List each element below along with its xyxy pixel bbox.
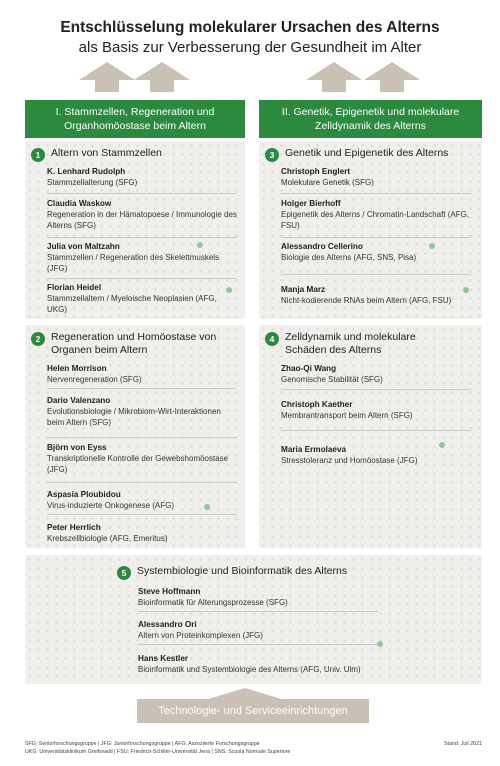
decorative-dot [204, 504, 210, 510]
person-description: Krebszellbiologie (AFG, Emeritus) [47, 534, 168, 543]
section-4-header [265, 331, 455, 357]
divider [281, 274, 471, 275]
person-name: Julia von Maltzahn [47, 242, 120, 251]
section-number-badge: 2 [31, 332, 45, 346]
person-entry [138, 619, 438, 641]
section-2-panel [25, 325, 245, 548]
column-header-right: II. Genetik, Epigenetik und molekulare Zelldynamik des Alterns [259, 100, 482, 138]
section-1-header [31, 147, 162, 162]
person-entry [47, 241, 237, 274]
person-description: Molekulare Genetik (SFG) [281, 178, 374, 187]
person-entry [138, 653, 458, 675]
section-number-badge: 1 [31, 148, 45, 162]
person-description: Membrantransport beim Altern (SFG) [281, 411, 413, 420]
arrow-up-icon [306, 62, 362, 92]
arrow-up-icon [364, 62, 420, 92]
person-description: Bioinformatik und Systembiologie des Alterns (AFG, Univ. Ulm) [138, 665, 361, 674]
decorative-dot [377, 641, 383, 647]
section-title: Genetik und Epigenetik des Alterns [285, 147, 449, 159]
person-name: Claudia Waskow [47, 199, 112, 208]
person-description: Bioinformatik für Alterungsprozesse (SFG) [138, 598, 288, 607]
decorative-dot [463, 287, 469, 293]
person-description: Stammzellaltern / Myeloische Neoplasien (AFG, UKG) [47, 294, 217, 314]
person-entry [47, 282, 237, 315]
section-2-header [31, 331, 245, 357]
tech-service-box: Technologie- und Serviceeinrichtungen [137, 699, 369, 723]
person-name: Maria Ermolaeva [281, 445, 347, 454]
footer-legend [25, 740, 290, 756]
person-description: Nicht-kodierende RNAs beim Altern (AFG, FSU) [281, 296, 452, 305]
person-entry [47, 363, 237, 385]
section-3-header [265, 147, 448, 162]
person-name: Alessandro Ori [138, 620, 197, 629]
column-header-left: I. Stammzellen, Regeneration und Organhomöostase beim Altern [25, 100, 245, 138]
footer-line-2: UKG: Universitätsklinikum Greifswald | FSU: Friedrich-Schiller-Universität Jena | SNS: Scuola Normale Superiore [25, 749, 291, 755]
person-entry [281, 444, 476, 466]
person-entry [47, 166, 237, 188]
divider [138, 644, 378, 645]
page-title [0, 18, 500, 58]
section-4-panel [259, 325, 482, 548]
title-line-2: als Basis zur Verbesserung der Gesundheit im Alter [78, 39, 422, 56]
section-title: Regeneration und Homöostase von Organen beim Altern [51, 331, 217, 356]
section-number-badge: 3 [265, 148, 279, 162]
section-3-panel [259, 141, 482, 319]
person-name: Christoph Englert [281, 167, 351, 176]
arrow-up-icon [134, 62, 190, 92]
person-entry [281, 198, 476, 231]
divider [47, 278, 237, 279]
person-description: Regeneration in der Hämatopoese / Immunologie des Alterns (SFG) [47, 210, 237, 230]
divider [47, 388, 237, 389]
person-description: Stammzellen / Regeneration des Skelettmuskels (JFG) [47, 253, 220, 273]
person-entry [47, 442, 237, 475]
divider [47, 437, 237, 438]
person-name: Alessandro Cellerino [281, 242, 363, 251]
person-name: Dario Valenzano [47, 396, 111, 405]
section-1-panel [25, 141, 245, 319]
person-description: Genomische Stabilität (SFG) [281, 375, 383, 384]
person-entry [281, 166, 476, 188]
divider [281, 237, 471, 238]
section-title: Altern von Stammzellen [51, 147, 162, 159]
person-name: Helen Morrison [47, 364, 107, 373]
person-entry [47, 395, 237, 428]
section-5-header [117, 565, 347, 580]
person-description: Epigenetik des Alterns / Chromatin-Landschaft (AFG, FSU) [281, 210, 470, 230]
person-entry [47, 198, 237, 231]
person-name: Björn von Eyss [47, 443, 107, 452]
person-name: Steve Hoffmann [138, 587, 201, 596]
person-entry [281, 399, 476, 421]
person-name: Holger Bierhoff [281, 199, 341, 208]
divider [281, 193, 471, 194]
footer-line-1: SFG: Seniorforschungsgruppe | JFG: Juniorforschungsgruppe | AFG: Assoziierte Forschungsgruppe [25, 741, 260, 747]
decorative-dot [439, 442, 445, 448]
person-name: K. Lenhard Rudolph [47, 167, 126, 176]
person-entry [138, 586, 438, 608]
arrow-up-icon [79, 62, 135, 92]
section-title: Zelldynamik und molekulare Schäden des Alterns [285, 331, 416, 356]
person-description: Stresstoleranz und Homöostase (JFG) [281, 456, 418, 465]
section-number-badge: 5 [117, 566, 131, 580]
person-name: Christoph Kaether [281, 400, 353, 409]
title-line-1: Entschlüsselung molekularer Ursachen des Alterns [60, 19, 440, 36]
section-5-panel [25, 555, 482, 684]
person-description: Virus-induzierte Onkogenese (AFG) [47, 501, 175, 510]
person-entry [47, 522, 237, 544]
footer-date: Stand: Juli 2021 [444, 741, 482, 747]
person-description: Stammzellalterung (SFG) [47, 178, 138, 187]
divider [281, 430, 471, 431]
divider [47, 237, 237, 238]
divider [47, 193, 237, 194]
section-number-badge: 4 [265, 332, 279, 346]
divider [47, 514, 237, 515]
divider [138, 611, 378, 612]
person-name: Aspasia Ploubidou [47, 490, 121, 499]
person-description: Nervenregeneration (SFG) [47, 375, 142, 384]
person-entry [281, 363, 476, 385]
section-title: Systembiologie und Bioinformatik des Alterns [137, 565, 348, 577]
person-description: Transkriptionelle Kontrolle der Gewebshomöostase (JFG) [47, 454, 229, 474]
person-description: Evolutionsbiologie / Mikrobiom-Wirt-Interaktionen beim Altern (SFG) [47, 407, 221, 427]
person-description: Altern von Proteinkomplexen (JFG) [138, 631, 263, 640]
divider [281, 389, 471, 390]
person-name: Manja Marz [281, 285, 326, 294]
person-entry [281, 284, 476, 306]
person-name: Zhao-Qi Wang [281, 364, 337, 373]
person-name: Florian Heidel [47, 283, 102, 292]
decorative-dot [226, 287, 232, 293]
person-entry [281, 241, 476, 263]
divider [47, 482, 237, 483]
person-description: Biologie des Alterns (AFG, SNS, Pisa) [281, 253, 417, 262]
decorative-dot [429, 243, 435, 249]
person-name: Hans Kestler [138, 654, 189, 663]
decorative-dot [197, 242, 203, 248]
person-name: Peter Herrlich [47, 523, 101, 532]
